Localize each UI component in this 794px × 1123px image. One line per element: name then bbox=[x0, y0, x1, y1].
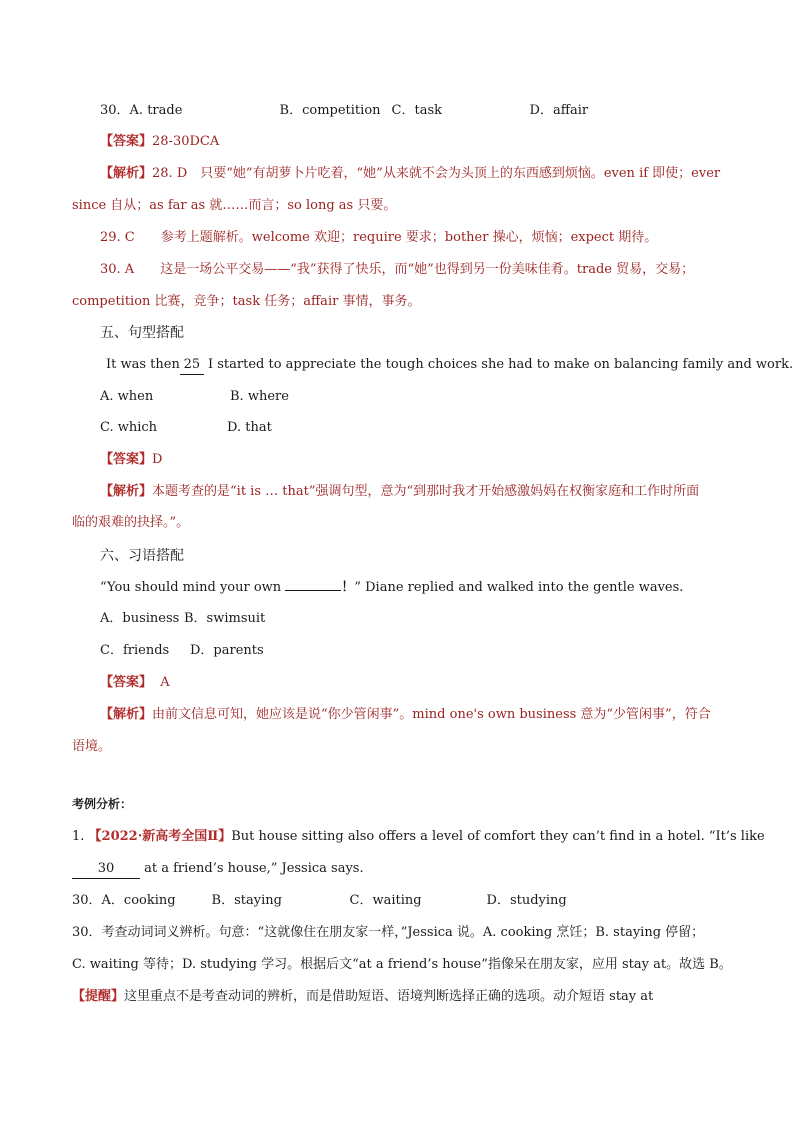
option-a: A. when bbox=[100, 389, 154, 404]
analysis-title: 考例分析： bbox=[72, 797, 133, 811]
option-b: B. where bbox=[230, 389, 289, 404]
question-number: 30． bbox=[72, 893, 102, 908]
option-a: A．cooking bbox=[101, 893, 176, 908]
explanation-text: 由前文信息可知，她应该是说“你少管闲事”。mind one's own business 意为“少管闲事”，符合 bbox=[152, 707, 711, 722]
options-row bbox=[100, 610, 728, 628]
section-title: 六、习语搭配 bbox=[100, 548, 184, 564]
option-c: C．task bbox=[391, 103, 443, 118]
explanation-line: 29. C 参考上题解析。welcome 欢迎；require 要求；bother 操心，烦恼；expect 期待。 bbox=[100, 230, 658, 245]
answer-tag: 【答案】 bbox=[100, 134, 153, 149]
options-row bbox=[100, 419, 728, 437]
option-a: A. trade bbox=[129, 103, 183, 118]
analysis-options bbox=[72, 892, 728, 910]
tip-text: 这里重点不是考查动词的辨析，而是借助短语、语境判断选择正确的选项。动介短语 stay at bbox=[124, 989, 654, 1004]
analysis-explanation: 30．考查动词词义辨析。句意：“这就像住在朋友家一样，”Jessica 说。A. cooking 烹饪；B. staying 停留； bbox=[72, 925, 705, 940]
explanation-line: competition 比赛，竞争；task 任务；affair 事情，事务。 bbox=[72, 294, 421, 309]
answer-tag: 【答案】 bbox=[100, 452, 153, 467]
explanation-line bbox=[100, 483, 728, 501]
question-text: But house sitting also offers a level of comfort they can’t find in a hotel. “It’s like bbox=[231, 829, 765, 844]
analysis-explanation: C. waiting 等待；D. studying 学习。根据后文“at a friend’s house”指像呆在朋友家，应用 stay at。故选 B。 bbox=[72, 957, 732, 972]
answer-text: A bbox=[160, 675, 170, 690]
sentence-text: I started to appreciate the tough choices she had to make on balancing family and work. bbox=[203, 357, 794, 372]
explanation-line: 30. A 这是一场公平交易——“我”获得了快乐，而“她”也得到另一份美味佳肴。trade 贸易，交易； bbox=[100, 262, 695, 277]
explanation-line: 临的艰难的抉择。”。 bbox=[72, 515, 190, 530]
option-c: C. which bbox=[100, 420, 158, 435]
explanation-line bbox=[100, 706, 728, 724]
section5-sentence bbox=[106, 356, 794, 375]
tip-line bbox=[72, 988, 728, 1006]
explanation-text: 28. D 只要“她”有胡萝卜片吃着，“她”从来就不会为头顶上的东西感到烦恼。even if 即使；ever bbox=[152, 166, 721, 181]
answer-tag: 【答案】 bbox=[100, 675, 153, 690]
question-number: 30． bbox=[100, 103, 130, 118]
blank: 25 bbox=[180, 356, 204, 375]
analysis-question bbox=[72, 828, 765, 846]
explanation-tag: 【解析】 bbox=[100, 707, 153, 722]
sentence-text: ” Diane replied and walked into the gentle waves. bbox=[354, 580, 684, 595]
tip-tag: 【提醒】 bbox=[72, 989, 125, 1004]
option-d: D．affair bbox=[529, 103, 589, 118]
answer-text: D bbox=[152, 452, 163, 467]
section-title: 五、句型搭配 bbox=[100, 325, 184, 341]
answer-text: 28-30DCA bbox=[152, 134, 220, 149]
options-row bbox=[100, 388, 728, 406]
option-b: B．staying bbox=[211, 893, 282, 908]
option-b: B．swimsuit bbox=[184, 611, 266, 626]
explanation-text: 本题考查的是“it is … that”强调句型，意为“到那时我才开始感激妈妈在权衡家庭和工作时所面 bbox=[152, 484, 700, 499]
explanation-line: 语境。 bbox=[72, 739, 112, 754]
answer-block bbox=[100, 451, 728, 469]
blank bbox=[285, 590, 341, 591]
item-number: 1. bbox=[72, 829, 85, 844]
explanation-line: since 自从；as far as 就……而言；so long as 只要。 bbox=[72, 198, 397, 213]
answer-block bbox=[100, 133, 728, 151]
explanation-tag: 【解析】 bbox=[100, 166, 153, 181]
section6-sentence bbox=[100, 579, 728, 597]
source-tag: 【2022·新高考全国Ⅱ】 bbox=[88, 829, 232, 844]
option-b: B．competition bbox=[279, 103, 381, 118]
blank: 30 bbox=[72, 860, 140, 879]
option-c: C．waiting bbox=[349, 893, 422, 908]
explanation-line bbox=[100, 165, 728, 183]
option-d: D. that bbox=[227, 420, 272, 435]
answer-block bbox=[100, 674, 728, 692]
analysis-question-cont bbox=[72, 860, 728, 879]
sentence-text: It was then bbox=[106, 357, 180, 372]
option-d: D．parents bbox=[190, 643, 264, 658]
options-row bbox=[100, 642, 728, 660]
exclamation-mark: ！ bbox=[341, 580, 355, 595]
question-text: at a friend’s house,” Jessica says. bbox=[140, 861, 364, 876]
question-30 bbox=[100, 102, 728, 120]
option-a: A．business bbox=[100, 611, 180, 626]
sentence-text: “You should mind your own bbox=[100, 580, 282, 595]
explanation-tag: 【解析】 bbox=[100, 484, 153, 499]
option-c: C．friends bbox=[100, 643, 170, 658]
option-d: D．studying bbox=[486, 893, 567, 908]
